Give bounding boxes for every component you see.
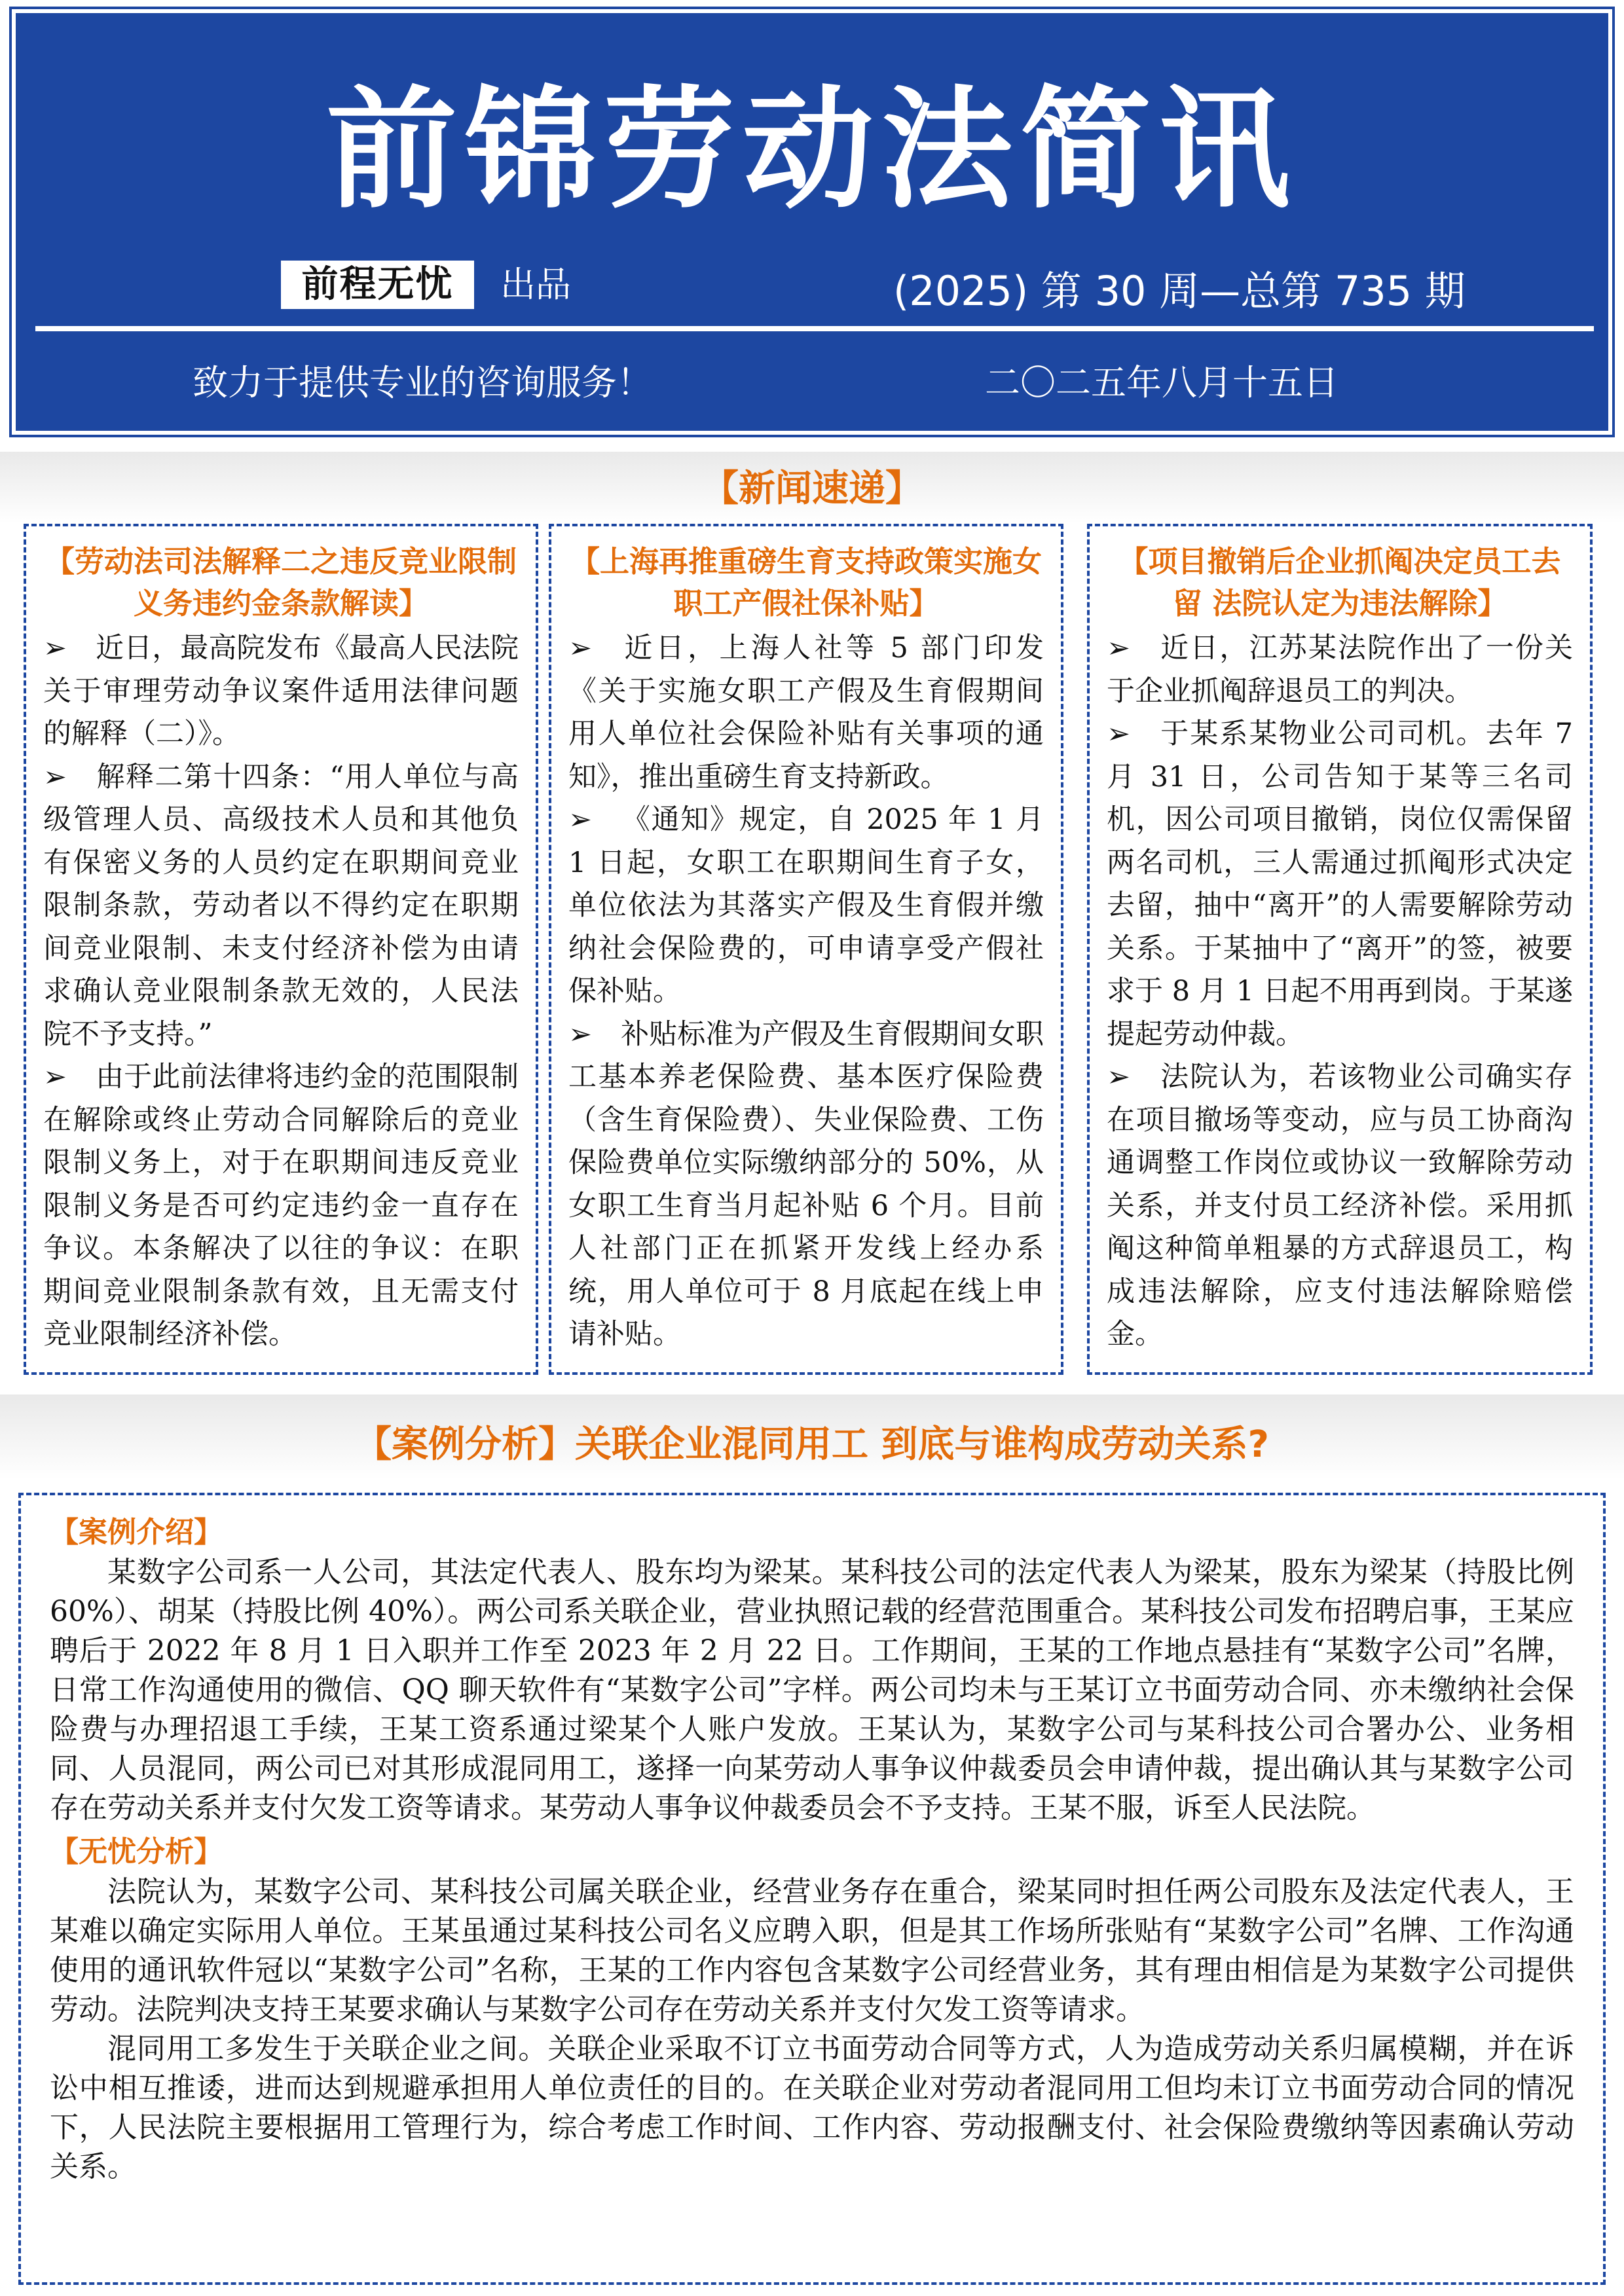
bullet-arrow-icon: ➢: [1107, 1061, 1131, 1093]
producer-label: 出品: [500, 264, 571, 305]
bullet-arrow-icon: ➢: [568, 803, 593, 836]
bullet-arrow-icon: ➢: [1107, 632, 1131, 665]
news-column-3-title: 【项目撤销后企业抓阄决定员工去留 法院认定为违法解除】: [1118, 544, 1561, 621]
news-column-1-title: 【劳动法司法解释二之违反竞业限制义务违约金条款解读】: [45, 544, 517, 621]
news-column-3-paragraph: ➢ 近日，江苏某法院作出了一份关于企业抓阄辞退员工的判决。: [1107, 627, 1573, 713]
news-column-3: [1087, 524, 1593, 1375]
news-column-2-paragraph: ➢ 近日，上海人社等 5 部门印发《关于实施女职工产假及生育假期间用人单位社会保险补贴有关事项的通知》，推出重磅生育支持新政。: [568, 627, 1044, 799]
bullet-arrow-icon: ➢: [43, 632, 67, 665]
news-column-1-paragraph: ➢ 近日，最高院发布《最高人民法院关于审理劳动争议案件适用法律问题的解释（二）》。: [43, 627, 519, 756]
news-column-3-paragraph: ➢ 法院认为，若该物业公司确实存在项目撤场等变动，应与员工协商沟通调整工作岗位或协议一致解除劳动关系，并支付员工经济补偿。采用抓阄这种简单粗暴的方式辞退员工，构成违法解除，应支付违法解除赔偿金。: [1107, 1056, 1573, 1357]
news-column-2-title: 【上海再推重磅生育支持政策实施女职工产假社保补贴】: [570, 544, 1042, 621]
header-panel: [12, 9, 1612, 435]
news-column-1: [24, 524, 538, 1375]
bullet-arrow-icon: ➢: [43, 1061, 67, 1093]
news-column-2: [549, 524, 1063, 1375]
bullet-arrow-icon: ➢: [1107, 718, 1131, 750]
news-column-1-paragraph: ➢ 解释二第十四条：“用人单位与高级管理人员、高级技术人员和其他负有保密义务的人员约定在职期间竞业限制条款，劳动者以不得约定在职期间竞业限制、未支付经济补偿为由请求确认竞业限制条款无效的，人民法院不予支持。”: [43, 756, 519, 1057]
case-analysis-paragraph: 混同用工多发生于关联企业之间。关联企业采取不订立书面劳动合同等方式，人为造成劳动关系归属模糊，并在诉讼中相互推诿，进而达到规避承担用人单位责任的目的。在关联企业对劳动者混同用工但均未订立书面劳动合同的情况下，人民法院主要根据用工管理行为，综合考虑工作时间、工作内容、劳动报酬支付、社会保险费缴纳等因素确认劳动关系。: [50, 2032, 1574, 2183]
bullet-arrow-icon: ➢: [568, 632, 593, 665]
case-intro-label: 【案例介绍】: [50, 1516, 223, 1549]
header-banner: [0, 0, 1624, 437]
header-divider: [35, 326, 1594, 331]
case-heading: 【案例分析】关联企业混同用工 到底与谁构成劳动关系?: [355, 1423, 1269, 1466]
case-analysis-label: 【无忧分析】: [50, 1835, 223, 1868]
issue-date: 二〇二五年八月十五日: [985, 362, 1338, 403]
publisher-logo: 前程无忧: [281, 261, 474, 309]
bullet-arrow-icon: ➢: [568, 1017, 593, 1051]
case-intro-text: 某数字公司系一人公司，其法定代表人、股东均为梁某。某科技公司的法定代表人为梁某，股东为梁某（持股比例 60%）、胡某（持股比例 40%）。两公司系关联企业，营业执照记载的经营范围重合。某科技公司发布招聘启事，王某应聘后于 2022 年 8 月 1 日入职并工作至 2023 年 2 月 22 日。工作期间，王某的工作地点悬挂有“某数字公司”名牌，日常工作沟通使用的微信、QQ 聊天软件有“某数字公司”字样。两公司均未与王某订立书面劳动合同、亦未缴纳社会保险费与办理招退工手续，王某工资系通过梁某个人账户发放。王某认为，某数字公司与某科技公司合署办公、业务相同、人员混同，两公司已对其形成混同用工，遂择一向某劳动人事争议仲裁委员会申请仲裁，提出确认其与某数字公司存在劳动关系并支付欠发工资等请求。某劳动人事争议仲裁委员会不予支持。王某不服，诉至人民法院。: [50, 1556, 1574, 1825]
case-box: [18, 1493, 1606, 2285]
news-column-3-paragraph: ➢ 于某系某物业公司司机。去年 7 月 31 日，公司告知于某等三名司机，因公司项目撤销，岗位仅需保留两名司机，三人需通过抓阄形式决定去留，抽中“离开”的人需要解除劳动关系。于某抽中了“离开”的签，被要求于 8 月 1 日起不用再到岗。于某遂提起劳动仲裁。: [1107, 713, 1573, 1056]
case-analysis-paragraph: 法院认为，某数字公司、某科技公司属关联企业，经营业务存在重合，梁某同时担任两公司股东及法定代表人，王某难以确定实际用人单位。王某虽通过某科技公司名义应聘入职，但是其工作场所张贴有“某数字公司”名牌、工作沟通使用的通讯软件冠以“某数字公司”名称，王某的工作内容包含某数字公司经营业务，其有理由相信是为某数字公司提供劳动。法院判决支持王某要求确认与某数字公司存在劳动关系并支付欠发工资等请求。: [50, 1875, 1574, 2026]
issue-number: (2025) 第 30 周—总第 735 期: [893, 267, 1466, 315]
news-column-2-paragraph: ➢ 补贴标准为产假及生育假期间女职工基本养老保险费、基本医疗保险费（含生育保险费）、失业保险费、工伤保险费单位实际缴纳部分的 50%，从女职工生育当月起补贴 6 个月。目前人社部门正在抓紧开发线上经办系统，用人单位可于 8 月底起在线上申请补贴。: [568, 1013, 1044, 1357]
news-column-1-paragraph: ➢ 由于此前法律将违约金的范围限制在解除或终止劳动合同解除后的竞业限制义务上，对于在职期间违反竞业限制义务是否可约定违约金一直存在争议。本条解决了以往的争议：在职期间竞业限制条款有效，且无需支付竞业限制经济补偿。: [43, 1056, 519, 1357]
news-column-2-paragraph: ➢ 《通知》规定，自 2025 年 1 月 1 日起，女职工在职期间生育子女，单位依法为其落实产假及生育假并缴纳社会保险费的，可申请享受产假社保补贴。: [568, 799, 1044, 1013]
news-heading: 【新闻速递】: [702, 467, 922, 510]
bullet-arrow-icon: ➢: [43, 760, 67, 793]
slogan: 致力于提供专业的咨询服务！: [193, 362, 652, 403]
newsletter-title: 前锦劳动法简讯: [325, 74, 1298, 227]
